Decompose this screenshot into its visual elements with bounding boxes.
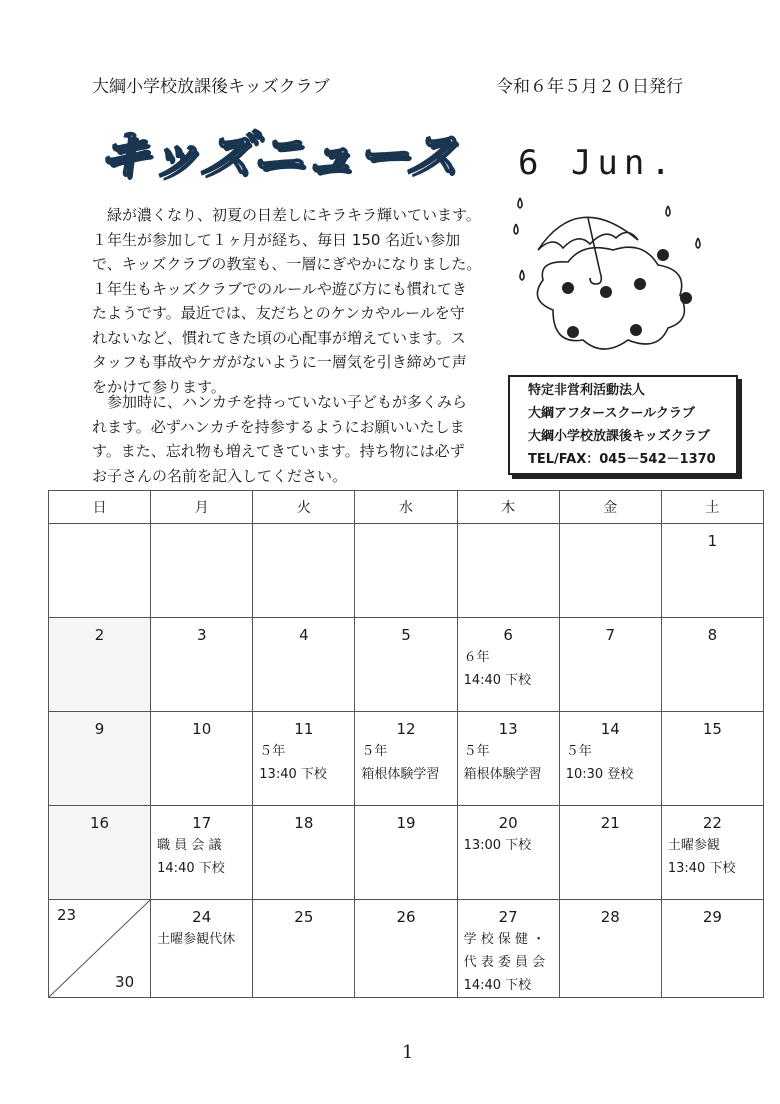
calendar-day-cell — [661, 712, 763, 806]
masthead-title: キッズニュース — [94, 126, 461, 186]
calendar-event: 13:40 下校 — [259, 767, 327, 782]
calendar-event: 13:40 下校 — [667, 861, 736, 876]
text-line: で、キッズクラブの教室も、一層にぎやかになりました。 — [92, 255, 482, 273]
day-number: 15 — [702, 720, 722, 738]
weekday-header: 木 — [457, 491, 559, 524]
calendar-week-row — [49, 806, 764, 900]
calendar-day-cell — [661, 806, 763, 900]
weekday-header: 火 — [253, 491, 355, 524]
day-number: 7 — [605, 626, 616, 644]
calendar-day-cell — [253, 712, 355, 806]
article-paragraph-2 — [92, 390, 497, 488]
text-line: タッフも事故やケガがないように一層気を引き締めて声 — [92, 353, 467, 371]
text-line: れます。必ずハンカチを持参するようにお願いいたしま — [92, 417, 465, 436]
text-line: れないなど、慣れてきた頃の心配事が増えています。ス — [92, 328, 466, 347]
day-number: 11 — [294, 720, 314, 738]
calendar-event: 14:40 下校 — [157, 861, 225, 876]
day-number — [355, 524, 456, 552]
day-number: 13 — [498, 720, 518, 738]
weekday-header: 月 — [151, 491, 253, 524]
day-number: 5 — [401, 626, 411, 644]
calendar-day-cell — [457, 524, 559, 618]
text-line: をかけて参ります。 — [92, 377, 226, 396]
calendar-event: ５年 — [565, 744, 592, 759]
calendar-event: ５年 — [259, 744, 286, 759]
org-name: 大綱小学校放課後キッズクラブ — [92, 77, 330, 97]
calendar-day-cell — [151, 618, 253, 712]
calendar-day-cell — [151, 524, 253, 618]
day-number — [49, 524, 150, 552]
weekday-header: 水 — [355, 491, 457, 524]
calendar-day-cell — [49, 806, 151, 900]
text-line: １年生もキッズクラブでのルールや遊び方にも慣れてき — [92, 279, 467, 298]
calendar-event: 土曜参観 — [667, 838, 720, 853]
calendar-table — [48, 490, 764, 998]
calendar-day-cell — [457, 712, 559, 806]
calendar-event: 代 表 委 員 会 — [463, 955, 546, 970]
day-number: 6 — [503, 626, 513, 644]
calendar-event: 箱根体験学習 — [361, 767, 440, 782]
day-number: 1 — [707, 532, 718, 550]
calendar-day-cell — [355, 524, 457, 618]
calendar-day-cell — [49, 524, 151, 618]
contact-line-npo: 特定非営利活動法人 — [528, 383, 646, 398]
calendar-day-cell — [151, 806, 253, 900]
calendar-week-row — [49, 524, 764, 618]
day-number: 29 — [702, 908, 722, 926]
day-number: 9 — [94, 720, 105, 738]
calendar-event: 10:30 登校 — [565, 767, 634, 782]
month-label: 6 Jun. — [518, 143, 677, 183]
calendar-event: 学 校 保 健 ・ — [463, 932, 546, 947]
text-line: １年生が参加して１ヶ月が経ち、毎日 150 名近い参加 — [92, 230, 461, 249]
calendar-week-row — [49, 900, 764, 998]
calendar-event: 土曜参観代休 — [157, 932, 236, 947]
day-number: 12 — [396, 720, 416, 738]
text-line: す。また、忘れ物も増えてきています。持ち物には必ず — [92, 442, 465, 460]
calendar-day-cell — [49, 900, 151, 998]
calendar-event: ５年 — [463, 744, 490, 759]
calendar-day-cell — [457, 900, 559, 998]
calendar-event: ６年 — [463, 650, 490, 665]
calendar-event: 13:00 下校 — [463, 838, 532, 853]
calendar-event: 職 員 会 議 — [157, 838, 222, 853]
day-number: 25 — [294, 908, 314, 926]
day-number: 8 — [707, 626, 718, 644]
contact-line-club: 大綱アフタースクールクラブ — [528, 406, 695, 421]
day-number: 14 — [600, 720, 620, 738]
calendar-day-cell — [559, 524, 661, 618]
calendar-day-cell — [49, 712, 151, 806]
text-line: たようです。最近では、友だちとのケンカやルールを守 — [92, 304, 465, 322]
day-number — [560, 524, 661, 552]
day-number — [253, 524, 354, 552]
calendar-day-cell — [253, 524, 355, 618]
day-number: 17 — [192, 814, 212, 832]
calendar-event: 14:40 下校 — [463, 673, 532, 688]
calendar-day-cell — [49, 618, 151, 712]
calendar-week-row — [49, 618, 764, 712]
calendar-day-cell — [661, 618, 763, 712]
day-number — [458, 524, 559, 552]
calendar-day-cell — [355, 712, 457, 806]
calendar-day-cell — [253, 900, 355, 998]
day-number: 30 — [115, 973, 135, 991]
weekday-header: 土 — [661, 491, 763, 524]
day-number: 3 — [196, 626, 207, 644]
weekday-header: 日 — [49, 491, 151, 524]
calendar-day-cell — [151, 712, 253, 806]
day-number: 24 — [192, 908, 212, 926]
calendar-day-cell — [661, 524, 763, 618]
day-number: 21 — [600, 814, 620, 832]
calendar-day-cell — [559, 900, 661, 998]
day-number: 16 — [90, 814, 110, 832]
calendar-day-cell — [457, 806, 559, 900]
calendar-week-row — [49, 712, 764, 806]
day-number: 20 — [498, 814, 518, 832]
day-number: 18 — [294, 814, 314, 832]
article-paragraph-1 — [92, 203, 497, 399]
calendar-day-cell — [559, 618, 661, 712]
weekday-header-row — [49, 491, 764, 524]
day-number: 27 — [498, 908, 518, 926]
umbrella-cloud-illustration — [508, 180, 718, 360]
calendar-day-cell — [559, 806, 661, 900]
day-number: 19 — [396, 814, 416, 832]
day-number — [151, 524, 252, 552]
contact-line-kids-club: 大綱小学校放課後キッズクラブ — [528, 429, 710, 444]
day-number: 4 — [299, 626, 309, 644]
text-line: 参加時に、ハンカチを持っていない子どもが多くみら — [92, 393, 468, 411]
calendar-day-cell — [559, 712, 661, 806]
day-number: 28 — [600, 908, 620, 926]
day-number: 23 — [57, 906, 77, 924]
day-number: 22 — [702, 814, 722, 832]
day-number: 2 — [94, 626, 105, 644]
page-number: 1 — [402, 1042, 414, 1063]
calendar-day-cell — [253, 806, 355, 900]
calendar-event: 14:40 下校 — [463, 978, 532, 993]
day-number: 10 — [192, 720, 212, 738]
calendar-day-cell — [253, 618, 355, 712]
calendar-day-cell — [355, 618, 457, 712]
calendar-day-cell — [661, 900, 763, 998]
text-line: 緑が濃くなり、初夏の日差しにキラキラ輝いています。 — [92, 206, 481, 224]
calendar-day-cell — [151, 900, 253, 998]
contact-box — [508, 375, 738, 475]
text-line: お子さんの名前を記入してください。 — [92, 466, 348, 485]
weekday-header: 金 — [559, 491, 661, 524]
issue-date: 令和６年５月２０日発行 — [496, 77, 683, 97]
contact-line-phone: TEL/FAX：045－542－1370 — [528, 452, 716, 467]
calendar-day-cell — [457, 618, 559, 712]
calendar-day-cell — [355, 900, 457, 998]
day-number: 26 — [396, 908, 416, 926]
calendar-event: 箱根体験学習 — [463, 767, 542, 782]
calendar-day-cell — [355, 806, 457, 900]
calendar-event: ５年 — [361, 744, 388, 759]
